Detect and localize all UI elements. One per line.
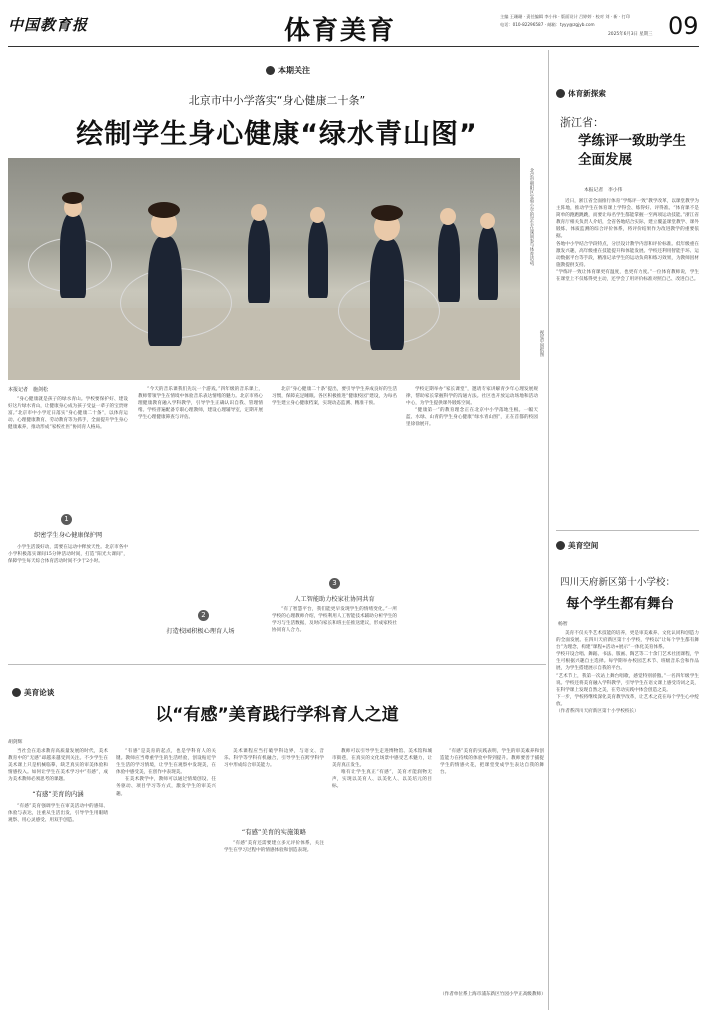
opinion-column-5: “有感”美育的实践表明，学生的审美素养和创造能力在持续的体验中得到提升。教师要善于捕捉学生的情感火花，把课堂变成学生表达自我的舞台。 (440, 749, 544, 776)
subhead-3-number: 3 (329, 578, 340, 589)
sports-section-icon (556, 89, 565, 98)
subhead-1: 织密学生身心健康保护网 (33, 532, 103, 539)
sidebar-arts (556, 538, 699, 1014)
feature-column-4: 学校定期举办“家长课堂”，邀请专家讲解青少年心理发展规律，帮助家长掌握科学的沟通方法。社区也开放运动场地和活动中心，为学生提供课外锻炼空间。 “健康第一”的教育理念正在北京中小学落地生根。一幅天蓝、水绿、山青的学生身心健康“绿水青山图”，正在首都的校园里徐徐展开。 (406, 387, 538, 428)
section-title: 体育美育 (284, 16, 397, 46)
opinion-heading-2: “有感”美育的实施策略 (241, 828, 307, 837)
sports-headline: 学练评一致助学生全面发展 (578, 133, 686, 168)
opinion-section-icon (12, 688, 21, 697)
feature-column-3b: “有了智慧平台，我们能更早发现学生的情绪变化。”一所学校的心理教师介绍，学校利用人工智能技术辅助分析学生的学习与生活数据，及时向家长和班主任推送建议，形成家校社协同育人合力。 (272, 607, 397, 634)
masthead (8, 8, 699, 47)
sidebar-sports (556, 86, 699, 526)
feature-column-2: “今天的音乐课我们先玩一个游戏。”四年级的音乐课上，教师带领学生在情境中体验音乐表达情绪的魅力。北京市将心理健康教育融入学科教学，引导学生正确认识自我、管理情绪。学校普遍配备专职心理教师，建设心理辅导室，定期开展学生心理健康筛查与评估。 (138, 387, 263, 421)
opinion-top-rule (8, 664, 546, 665)
subhead-1-number: 1 (61, 514, 72, 525)
contact-info: 电话：010-82296587 · 邮箱：tyyy@zgjyb.com (500, 22, 595, 27)
arts-section-icon (556, 541, 565, 550)
arts-section-title: 美育空间 (568, 541, 599, 550)
sidebar-divider (556, 530, 699, 531)
sports-byline: 本报记者 李小伟 (584, 188, 623, 193)
sports-body: 近日，浙江省全面推行体育“学练评一致”教学改革，以课堂教学为主阵地，推动学生在体育课上学得会、练得好、评得准。“体育课不是简单的跑跑跳跳，而要让每名学生都能掌握一至两项运动技能。”浙江省教育厅相关负责人介绍，全省各地结合实际，建立覆盖课堂教学、课外锻炼、体质监测的综合评价体系，将评价结果作为改进教学的重要依据。 各地中小学结合学段特点，分层设计教学内容和评价标准。低年级重在激发兴趣，高年级重在技能提升和体能发展。学校还利用智能手环、运动数据平台等手段，精准记录学生的运动负荷和练习效果，为教师因材施教提供支持。 “学练评一致让体育课更有温度，也更有力度。”一位体育教师说，学生在课堂上不仅练得更主动，还学会了用评价标准对照自己、改进自己。 (556, 199, 699, 283)
page-number: 09 (668, 12, 699, 40)
arts-headline: 每个学生都有舞台 (566, 596, 674, 612)
photo-credit: 视觉中国供图 (539, 330, 544, 357)
feature-byline: 本报记者 施剑松 (8, 387, 49, 393)
arts-kicker: 四川天府新区第十小学校： (560, 577, 676, 588)
opinion-column-4: 教师可以引导学生走进博物馆、美术馆和城市街巷，在真实的文化场景中感受艺术魅力，让美育真正发生。 唯有让学生真正“有感”，美育才能润物无声，实现以美育人、以美化人、以美培元的目标。 (332, 749, 432, 790)
opinion-column-3: 美术课程应当打破学科边界，与语文、音乐、科学等学科有机融合，引导学生在跨学科学习中形成综合审美能力。 “有感”美育的实施策略 “有感”美育还需要建立多元评价体系，关注学生在学习过程中的情感体验和创造表现。 (224, 749, 324, 854)
feature-headline: 绘制学生身心健康“绿水青山图” (76, 119, 478, 150)
issue-date: 2025年6月3日 星期三 (608, 32, 653, 37)
newspaper-logo: 中国教育报 (8, 16, 89, 34)
column-divider (548, 50, 549, 1010)
feature-photo (8, 158, 520, 380)
subhead-2-number: 2 (198, 610, 209, 621)
feature-column-3: 北京“身心健康二十条”提出，要引导学生养成良好的生活习惯，保障充足睡眠。各区积极推进“健康校园”建设，为每名学生建立身心健康档案，实现动态监测、精准干预。 (272, 387, 397, 407)
opinion-article (8, 670, 546, 1016)
subhead-3: 人工智能助力校家社协同共育 (294, 596, 375, 603)
feature-kicker: 北京市中小学落实“身心健康二十条” (188, 94, 366, 107)
subhead-2: 打造校园积极心理育人场 (166, 628, 235, 635)
sports-section-title: 体育新探索 (568, 89, 606, 98)
feature-tag-icon (266, 66, 275, 75)
opinion-author-note: （作者单位系上海市浦东新区竹园小学正高级教师） (440, 992, 546, 997)
feature-column-1b: 小学生活泼好动，需要在运动中释放天性。北京市各中小学积极落实课间15分钟活动时间，打造“阳光大课间”，保障学生每天综合体育活动时间不少于2小时。 (8, 545, 128, 565)
editor-info: 主编 王珊珊 · 责任编辑 李小伟 · 版面设计 吕婷婷 · 校对 刘 · 新 · 打印 (500, 14, 630, 19)
feature-column-1: “身心健康就是孩子的绿水青山。学校要保护好、建设好这片绿水青山，让健康身心成为孩子受益一辈子的宝贵财富。”北京市中小学近日落实“身心健康二十条”，以体育运动、心理健康教育、劳动教育等为抓手，全面提升学生身心健康素养，推动形成“家校社医”协同育人格局。 (8, 397, 128, 431)
opinion-byline: 胡剑辉 (8, 740, 23, 745)
feature-article (8, 50, 546, 660)
opinion-headline: 以“有感”美育践行学科育人之道 (155, 705, 399, 725)
opinion-heading-1: “有感”美育的内涵 (32, 790, 84, 799)
arts-body: 美育不仅关乎艺术技能的培养，更是审美素养、文化认同和创造力的全面发展。在四川天府新区第十小学校，学校以“让每个学生都有舞台”为理念，构建“课程+活动+展示”一体化美育体系。 学校开设合唱、舞蹈、书法、版画、陶艺等二十余门艺术社团课程，学生可根据兴趣自主选择。每学期举办校园艺术节、班级音乐会和作品展，为学生搭建展示自我的平台。 “艺术节上，我第一次站上舞台唱歌，感觉特别骄傲。”一名四年级学生说。学校还将美育融入学科教学，引导学生在语文课上感受诗词之美，在科学课上发现自然之美，在劳动实践中体会创造之美。 下一步，学校将继续深化美育教学改革，让艺术之花在每个学生心中绽放。 （作者系四川天府新区第十小学校校长） (556, 631, 699, 715)
opinion-column-1: 当社会在追求教育高质量发展的时代，美术教育中的“无感”却越来越受到关注。不少学生在美术课上只是机械临摹，缺乏真实的审美体验和情感投入。如何让学生在美术学习中“有感”，成为美术教师必须思考的课题。 “有感”美育的内涵 “有感”美育强调学生在审美活动中的感知、体验与表达，注重从生活出发，引导学生用眼睛观察、用心灵感受、用双手创造。 (8, 749, 108, 823)
arts-byline: 杨智 (558, 622, 568, 627)
photo-caption: 北京市朝阳区实验小学的学生在课间参与体育活动。 (529, 168, 534, 270)
feature-tag: 本期关注 (278, 66, 310, 75)
opinion-column-2: “有感”是美育的起点，也是学科育人的关键。教师应当尊重学生的生活经验，创设贴近学生生活的学习情境，让学生在观察中发现美，在体验中感受美，在创作中表现美。 在美术教学中，教师可以通过情境创设、任务驱动、项目学习等方式，激发学生的审美兴趣。 (116, 749, 216, 797)
opinion-section-title: 美育论谈 (24, 688, 55, 697)
sports-kicker: 浙江省： (560, 116, 604, 129)
